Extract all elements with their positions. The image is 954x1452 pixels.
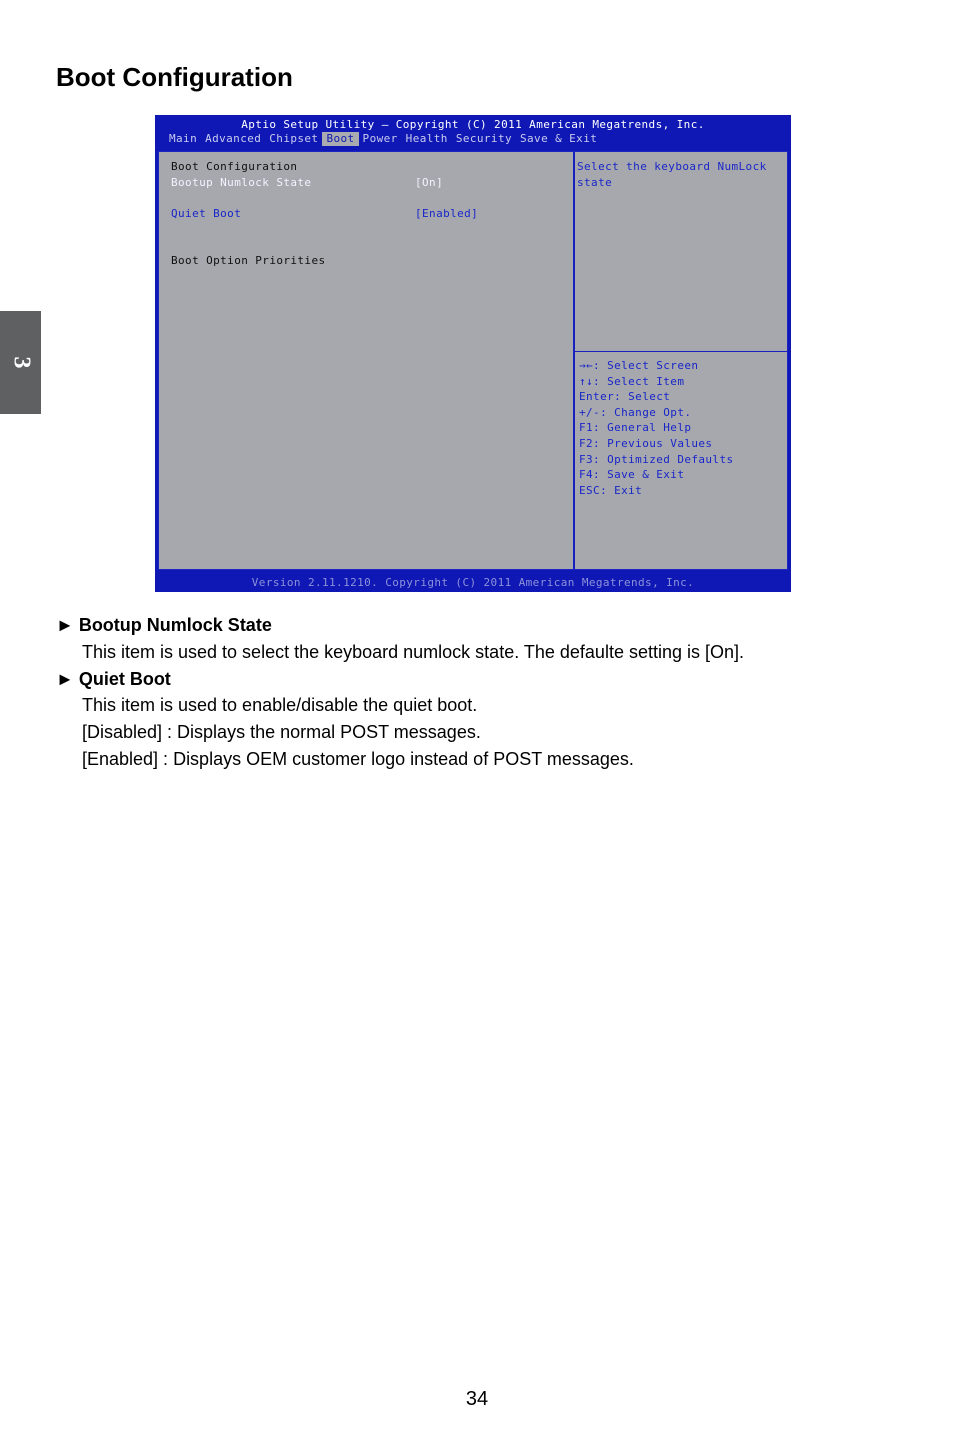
menu-save-exit[interactable]: Save & Exit: [520, 132, 598, 145]
menu-main[interactable]: Main: [169, 132, 198, 145]
key-f4: F4: Save & Exit: [579, 468, 685, 482]
section-header: Boot Configuration: [171, 160, 298, 173]
boot-option-priorities: Boot Option Priorities: [171, 254, 326, 267]
desc-quiet-boot-2: [Disabled] : Displays the normal POST messages.: [82, 722, 481, 742]
bios-main-panel: [158, 151, 788, 570]
bios-footer: Version 2.11.1210. Copyright (C) 2011 American Megatrends, Inc.: [251, 576, 695, 589]
item-quiet-boot-label[interactable]: Quiet Boot: [171, 207, 242, 220]
key-enter: Enter: Select: [579, 390, 671, 404]
key-select-screen: →←: Select Screen: [579, 359, 699, 372]
menu-power[interactable]: Power: [362, 132, 398, 145]
bios-title: Aptio Setup Utility – Copyright (C) 2011 American Megatrends, Inc.: [241, 118, 705, 131]
item-bootup-numlock-label[interactable]: Bootup Numlock State: [171, 176, 312, 189]
chapter-number: 3: [8, 356, 34, 369]
bios-screenshot: [155, 115, 791, 592]
heading-quiet-boot: ► Quiet Boot: [56, 669, 171, 689]
key-f1: F1: General Help: [579, 421, 692, 435]
key-f2: F2: Previous Values: [579, 436, 713, 450]
menu-chipset[interactable]: Chipset: [269, 132, 319, 145]
menu-security[interactable]: Security: [455, 132, 512, 145]
menu-boot[interactable]: Boot: [322, 132, 358, 146]
menu-health[interactable]: Health: [405, 132, 448, 145]
panel-divider-vertical: [573, 152, 575, 569]
bios-menu-bar: [165, 132, 601, 146]
heading-bootup-numlock: ► Bootup Numlock State: [56, 615, 272, 635]
page-title: Boot Configuration: [56, 62, 293, 92]
panel-divider-horizontal: [575, 351, 787, 352]
desc-quiet-boot-1: This item is used to enable/disable the quiet boot.: [82, 695, 478, 715]
key-legend: [579, 358, 734, 498]
desc-quiet-boot-3: [Enabled] : Displays OEM customer logo instead of POST messages.: [82, 749, 634, 769]
page-number: 34: [465, 1388, 489, 1410]
desc-bootup-numlock: This item is used to select the keyboard numlock state. The defaulte setting is [On].: [82, 642, 745, 662]
key-f3: F3: Optimized Defaults: [579, 452, 734, 466]
key-esc: ESC: Exit: [579, 483, 643, 497]
item-bootup-numlock-value[interactable]: [On]: [415, 176, 444, 189]
chapter-tab: [0, 311, 41, 414]
item-quiet-boot-value[interactable]: [Enabled]: [415, 207, 479, 220]
help-text: Select the keyboard NumLock state: [577, 160, 767, 189]
key-change-opt: +/-: Change Opt.: [579, 405, 692, 419]
key-select-item: ↑↓: Select Item: [579, 374, 685, 388]
menu-advanced[interactable]: Advanced: [205, 132, 262, 145]
